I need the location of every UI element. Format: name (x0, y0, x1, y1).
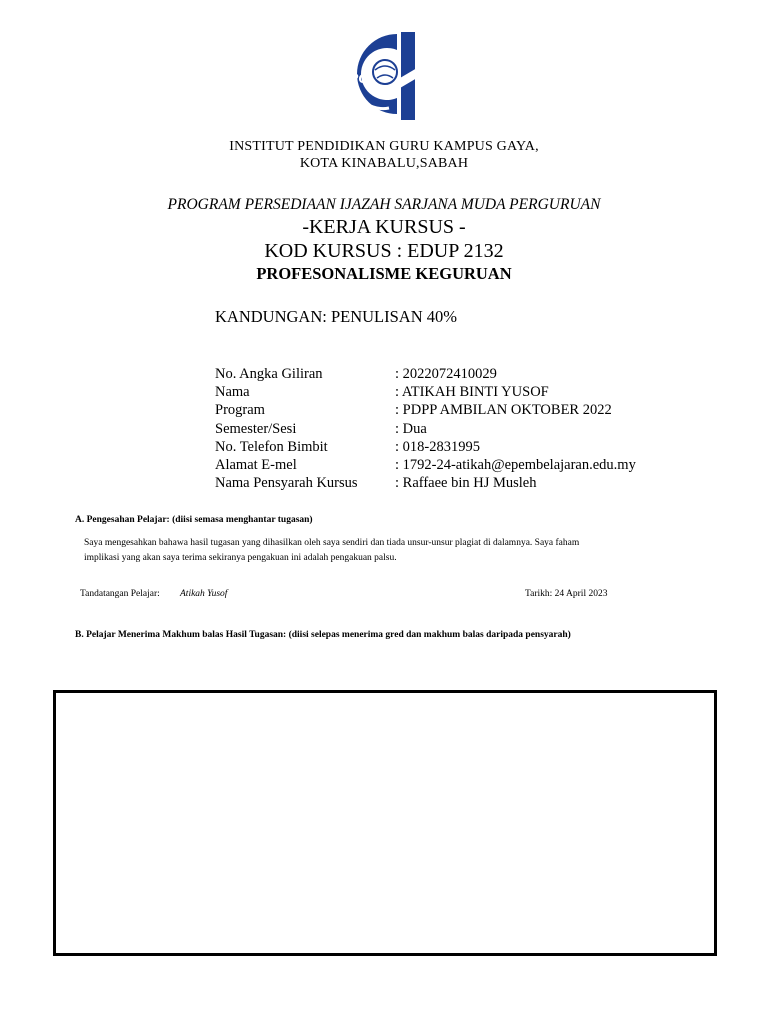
section-b-title: B. Pelajar Menerima Makhum balas Hasil Tugasan: (diisi selepas menerima gred dan makhum balas daripada pensyarah) (75, 630, 571, 640)
info-value: : 1792-24-atikah@epembelajaran.edu.my (395, 456, 636, 473)
declaration-line: implikasi yang akan saya terima sekiranya pengakuan ini adalah pengakuan palsu. (84, 552, 397, 563)
info-label: No. Telefon Bimbit (215, 438, 328, 455)
institute-name-line2: KOTA KINABALU,SABAH (299, 156, 469, 171)
info-label: Semester/Sesi (215, 420, 297, 437)
signature-label: Tandatangan Pelajar: (80, 589, 160, 599)
info-value: : 018-2831995 (395, 438, 480, 455)
declaration-text (84, 536, 704, 565)
logo-text: iPG (345, 70, 370, 86)
institute-name-line1: INSTITUT PENDIDIKAN GURU KAMPUS GAYA, (229, 139, 539, 154)
info-value: : Raffaee bin HJ Musleh (395, 475, 537, 492)
signature-name: Atikah Yusof (180, 589, 228, 599)
program-title: PROGRAM PERSEDIAAN IJAZAH SARJANA MUDA PERGURUAN (167, 196, 601, 213)
kandungan-heading: KANDUNGAN: PENULISAN 40% (215, 307, 457, 326)
course-name: PROFESONALISME KEGURUAN (256, 264, 512, 283)
info-value: : 2022072410029 (395, 366, 497, 382)
info-label: No. Angka Giliran (215, 366, 323, 382)
section-a-title: A. Pengesahan Pelajar: (diisi semasa menghantar tugasan) (75, 515, 313, 525)
info-value: : Dua (395, 420, 427, 437)
course-code: KOD KURSUS : EDUP 2132 (264, 240, 504, 262)
info-label: Nama (215, 384, 250, 401)
submission-date: Tarikh: 24 April 2023 (525, 589, 608, 599)
info-label: Alamat E-mel (215, 456, 297, 473)
declaration-line: Saya mengesahkan bahawa hasil tugasan yang dihasilkan oleh saya sendiri dan tiada unsur-unsur plagiat di dalamnya. Saya faham (84, 538, 580, 548)
kerja-kursus-heading: -KERJA KURSUS - (302, 216, 466, 238)
info-label: Program (215, 402, 265, 419)
info-label: Nama Pensyarah Kursus (215, 475, 358, 492)
feedback-box[interactable] (53, 690, 717, 956)
ipg-logo (339, 28, 419, 124)
info-value: : ATIKAH BINTI YUSOF (395, 384, 549, 401)
info-value: : PDPP AMBILAN OKTOBER 2022 (395, 402, 612, 419)
